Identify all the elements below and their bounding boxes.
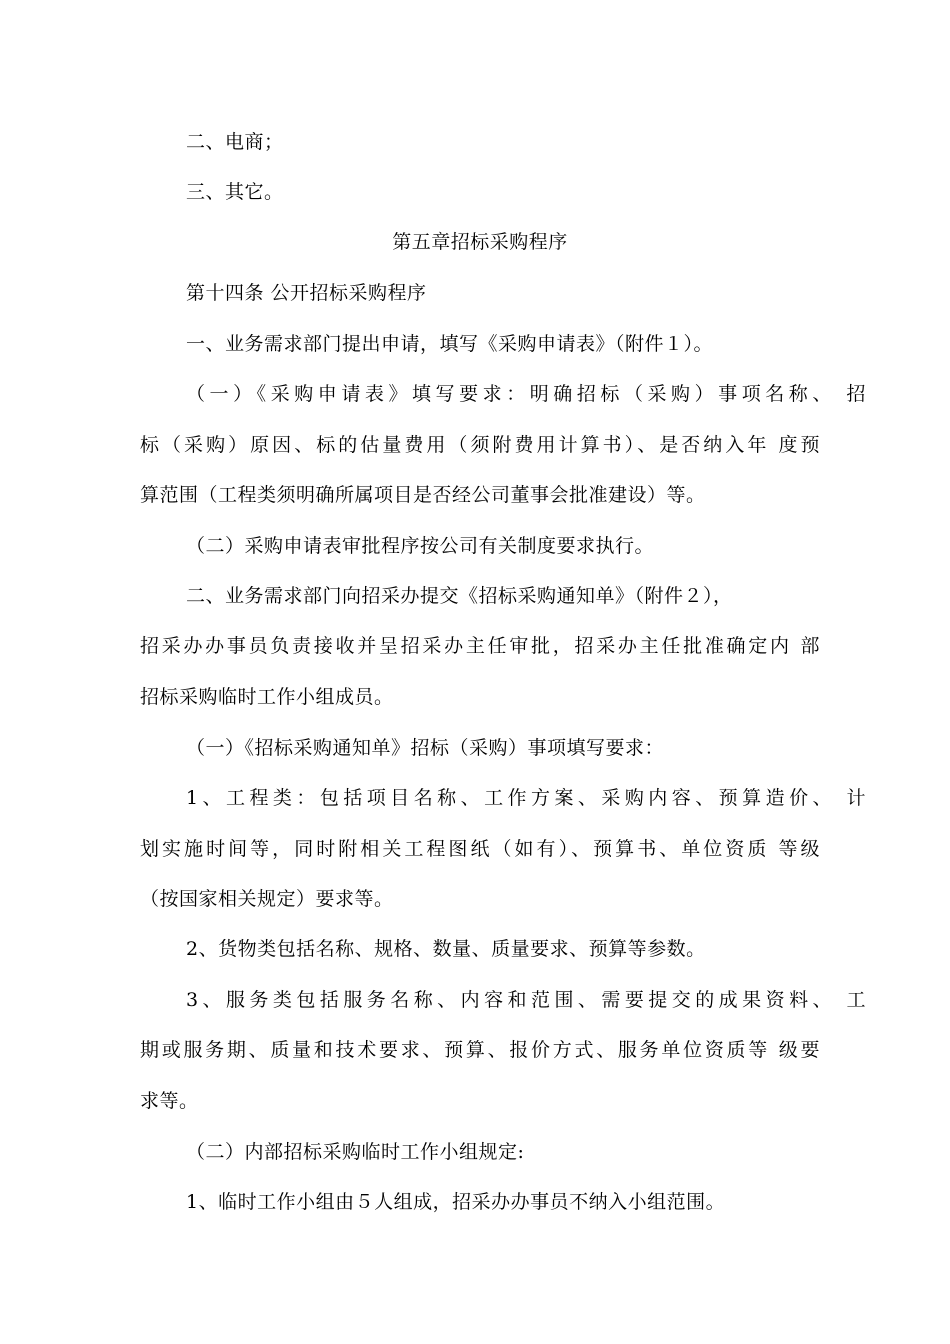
paragraph-line: （一）《招标采购通知单》招标（采购）事项填写要求： xyxy=(186,737,665,759)
paragraph-line: 划实施时间等，同时附相关工程图纸（如有）、预算书、单位资质 等级 xyxy=(140,838,820,860)
paragraph-line: （按国家相关规定）要求等。 xyxy=(140,888,394,910)
list-item-other: 三、其它。 xyxy=(186,181,284,203)
paragraph-line: 标（采购）原因、标的估量费用（须附费用计算书）、是否纳入年 度预 xyxy=(140,434,820,456)
paragraph-line: （二）采购申请表审批程序按公司有关制度要求执行。 xyxy=(186,535,655,557)
paragraph-line: 1、工程类：包括项目名称、工作方案、采购内容、预算造价、 计 xyxy=(186,787,866,809)
paragraph-line: 1、临时工作小组由５人组成，招采办办事员不纳入小组范围。 xyxy=(186,1191,726,1213)
list-item-ecommerce: 二、电商； xyxy=(186,131,284,153)
paragraph-line: 求等。 xyxy=(140,1090,199,1112)
paragraph-line: 二、业务需求部门向招采办提交《招标采购通知单》（附件２）， xyxy=(186,585,733,607)
paragraph-line: 2、货物类包括名称、规格、数量、质量要求、预算等参数。 xyxy=(186,938,706,960)
paragraph-line: 招标采购临时工作小组成员。 xyxy=(140,686,394,708)
paragraph-line: （一）《采购申请表》填写要求：明确招标（采购）事项名称、 招 xyxy=(186,383,866,405)
paragraph-line: 一、业务需求部门提出申请，填写《采购申请表》（附件１）。 xyxy=(186,333,714,355)
paragraph-line: 3、服务类包括服务名称、内容和范围、需要提交的成果资料、 工 xyxy=(186,989,866,1011)
chapter-heading: 第五章招标采购程序 xyxy=(392,231,568,253)
paragraph-line: 算范围（工程类须明确所属项目是否经公司董事会批准建设）等。 xyxy=(140,484,706,506)
article-heading: 第十四条 公开招标采购程序 xyxy=(186,282,427,304)
paragraph-line: 期或服务期、质量和技术要求、预算、报价方式、服务单位资质等 级要 xyxy=(140,1039,820,1061)
paragraph-line: （二）内部招标采购临时工作小组规定: xyxy=(186,1141,525,1163)
paragraph-line: 招采办办事员负责接收并呈招采办主任审批，招采办主任批准确定内 部 xyxy=(140,635,820,657)
